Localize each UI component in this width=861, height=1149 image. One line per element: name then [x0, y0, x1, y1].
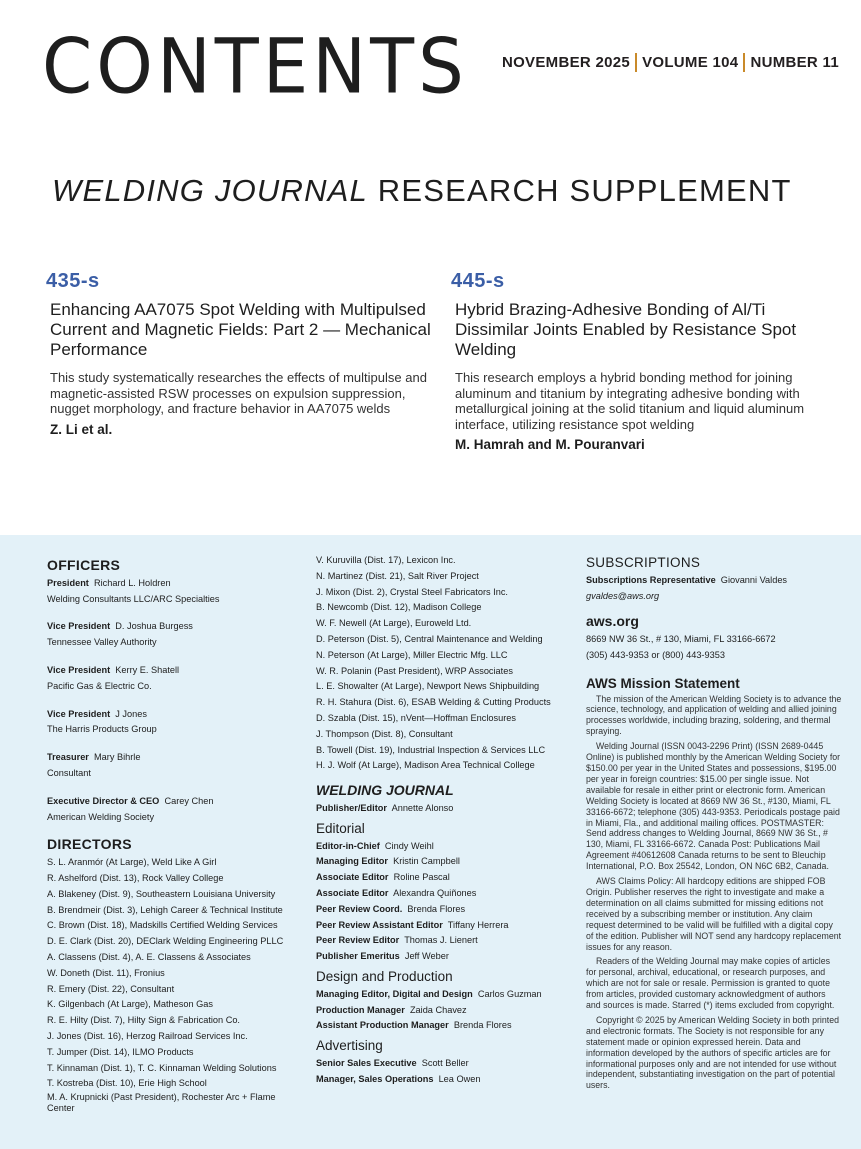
claims-paragraph: AWS Claims Policy: All hardcopy editions are shipped FOB Origin. Publisher reserves the right to investigate and make a determination on all claims submitted for missing editions not received by a subscribing member or institution. Any claim request determined to be valid will be fulfilled with a digital copy of the edition. Publisher will NOT send any hardcopy replacement issues for any reason.	[586, 876, 842, 952]
officer-entry	[47, 707, 302, 739]
article-title[interactable]: Enhancing AA7075 Spot Welding with Multipulsed Current and Magnetic Fields: Part 2 — Mechanical Performance	[50, 300, 431, 359]
officer-role: Vice President	[47, 621, 111, 632]
article-abstract: This research employs a hybrid bonding method for joining aluminum and titanium by integrating adhesive bonding with metallurgical joining at the solid titanium and liquid aluminum interface, utilizing resistance spot welding	[455, 370, 805, 432]
officer-entry	[47, 663, 302, 695]
director-entry: R. H. Stahura (Dist. 6), ESAB Welding & Cutting Products	[316, 697, 551, 708]
officer-name: J Jones	[115, 708, 147, 719]
director-entry: C. Brown (Dist. 18), Madskills Certified Welding Services	[47, 920, 278, 931]
staff-name: Brenda Flores	[453, 1020, 512, 1031]
mission-heading: AWS Mission Statement	[586, 675, 740, 691]
directors-list	[316, 553, 578, 774]
article-page[interactable]: 435-s	[46, 270, 100, 292]
officer-org: Tennessee Valley Authority	[47, 637, 157, 648]
subscriptions-heading: SUBSCRIPTIONS	[586, 555, 701, 570]
issue-month: NOVEMBER 2025	[501, 54, 631, 71]
director-entry: R. Emery (Dist. 22), Consultant	[47, 983, 175, 994]
staff-entry	[316, 886, 578, 902]
article-authors: M. Hamrah and M. Pouranvari	[455, 437, 645, 452]
staff-role: Managing Editor, Digital and Design	[316, 988, 473, 999]
staff-role: Assistant Production Manager	[316, 1020, 449, 1031]
welding-journal-heading: WELDING JOURNAL	[316, 782, 454, 799]
editorial-heading: Editorial	[316, 820, 365, 836]
staff-entry	[316, 987, 578, 1003]
staff-entry	[316, 902, 578, 918]
officer-org: Consultant	[47, 767, 91, 778]
director-entry: T. Jumper (Dist. 14), ILMO Products	[47, 1046, 194, 1057]
article-card[interactable]	[46, 270, 431, 437]
supplement-title-rest: RESEARCH SUPPLEMENT	[367, 173, 792, 208]
officers-column	[47, 558, 302, 1114]
staff-name: Tiffany Herrera	[447, 919, 509, 930]
article-authors: Z. Li et al.	[50, 421, 113, 437]
director-entry: S. L. Aranmór (At Large), Weld Like A Girl	[47, 857, 217, 868]
directors-heading: DIRECTORS	[47, 836, 132, 853]
director-entry: V. Kuruvilla (Dist. 17), Lexicon Inc.	[316, 555, 456, 565]
officer-entry	[47, 794, 302, 826]
staff-role: Peer Review Coord.	[316, 903, 403, 914]
director-entry: N. Peterson (At Large), Miller Electric Mfg. LLC	[316, 649, 508, 660]
officer-entry	[47, 750, 302, 782]
officer-name: Mary Bihrle	[94, 752, 141, 763]
director-entry: L. E. Showalter (At Large), Newport News Shipbuilding	[316, 681, 540, 692]
staff-role: Manager, Sales Operations	[316, 1073, 434, 1084]
subscriptions-column	[586, 555, 842, 1095]
director-entry: D. Peterson (Dist. 5), Central Maintenance and Welding	[316, 633, 543, 644]
director-entry: W. F. Newell (At Large), Euroweld Ltd.	[316, 618, 472, 629]
staff-name: Thomas J. Lienert	[404, 935, 478, 946]
article-page[interactable]: 445-s	[451, 270, 505, 292]
officer-name: Kerry E. Shatell	[115, 664, 180, 675]
aws-address: 8669 NW 36 St., # 130, Miami, FL 33166-6672	[586, 634, 776, 645]
staff-role: Associate Editor	[316, 887, 389, 898]
officer-org: Welding Consultants LLC/ARC Specialties	[47, 593, 220, 604]
officer-role: President	[47, 577, 89, 588]
officer-name: Carey Chen	[164, 795, 214, 806]
staff-role: Publisher/Editor	[316, 802, 387, 813]
director-entry: N. Martinez (Dist. 21), Salt River Project	[316, 570, 479, 581]
director-entry: J. Mixon (Dist. 2), Crystal Steel Fabricators Inc.	[316, 586, 508, 597]
staff-role: Peer Review Assistant Editor	[316, 919, 443, 930]
director-entry: B. Newcomb (Dist. 12), Madison College	[316, 602, 482, 613]
director-entry: B. Towell (Dist. 19), Industrial Inspection & Services LLC	[316, 744, 546, 755]
issue-info	[502, 53, 839, 72]
director-entry: B. Brendmeir (Dist. 3), Lehigh Career & Technical Institute	[47, 904, 283, 915]
aws-phone: (305) 443-9353 or (800) 443-9353	[586, 649, 725, 660]
masthead-panel	[0, 535, 861, 1149]
staff-name: Jeff Weber	[404, 951, 449, 962]
director-entry: M. A. Krupnicki (Past President), Rochester Arc + Flame Center	[47, 1092, 276, 1114]
officers-heading: OFFICERS	[47, 557, 121, 573]
director-entry: D. Szabla (Dist. 15), nVent—Hoffman Enclosures	[316, 712, 517, 723]
director-entry: W. Doneth (Dist. 11), Fronius	[47, 967, 165, 978]
subscription-rep	[586, 573, 842, 589]
officer-entry	[47, 619, 302, 651]
director-entry: T. Kostreba (Dist. 10), Erie High School	[47, 1078, 207, 1089]
staff-role: Publisher Emeritus	[316, 951, 400, 962]
staff-entry	[316, 933, 578, 949]
staff-name: Lea Owen	[438, 1073, 481, 1084]
director-entry: T. Kinnaman (Dist. 1), T. C. Kinnaman Welding Solutions	[47, 1062, 277, 1073]
director-entry: D. E. Clark (Dist. 20), DEClark Welding Engineering PLLC	[47, 936, 284, 947]
officer-org: Pacific Gas & Electric Co.	[47, 680, 152, 691]
officer-role: Vice President	[47, 708, 111, 719]
design-heading: Design and Production	[316, 968, 453, 984]
supplement-title	[52, 173, 792, 209]
publication-paragraph: Welding Journal (ISSN 0043-2296 Print) (ISSN 2689-0445 Online) is published monthly by the American Welding Society for $150.00 per year in the United States and possessions, $195.00 per year in foreign countries: $15.00 per single issue. Not available for resale in either print or electronic form. American Welding Society is located at 8669 NW 36 St., #130, Miami, FL 33166-6672; telephone (305) 443-9353. Periodicals postage paid in Miami, Fla., and additional mailing offices. POSTMASTER: Send address changes to Welding Journal, 8669 NW 36 St., # 130, Miami, FL 33166-6672. Canada Post: Publications Mail Agreement #40612608 Canada returns to be sent to Bleuchip International, P.O. Box 25542, London, ON N6C 6B2, Canada.	[586, 741, 841, 872]
staff-name: Brenda Flores	[407, 903, 466, 914]
staff-role: Production Manager	[316, 1004, 405, 1015]
rep-role: Subscriptions Representative	[586, 574, 716, 585]
staff-name: Carlos Guzman	[477, 988, 542, 999]
article-title[interactable]: Hybrid Brazing-Adhesive Bonding of Al/Ti Dissimilar Joints Enabled by Resistance Spot Welding	[455, 300, 797, 359]
officer-org: American Welding Society	[47, 811, 155, 822]
staff-entry	[316, 1018, 578, 1034]
staff-role: Senior Sales Executive	[316, 1057, 417, 1068]
aws-website-link[interactable]: aws.org	[586, 613, 639, 630]
officer-org: The Harris Products Group	[47, 724, 157, 735]
issue-volume: VOLUME 104	[642, 54, 739, 71]
staff-name: Annette Alonso	[391, 802, 454, 813]
director-entry: K. Gilgenbach (At Large), Matheson Gas	[47, 999, 213, 1010]
advertising-staff	[316, 1056, 578, 1088]
page-title: CONTENTS	[42, 21, 468, 111]
rep-name: Giovanni Valdes	[720, 574, 788, 585]
officer-role: Vice President	[47, 664, 111, 675]
director-entry: W. R. Polanin (Past President), WRP Associates	[316, 665, 513, 676]
staff-entry	[316, 839, 578, 855]
director-entry: A. Blakeney (Dist. 9), Southeastern Louisiana University	[47, 888, 276, 899]
advertising-heading: Advertising	[316, 1038, 383, 1054]
staff-name: Kristin Campbell	[393, 856, 460, 867]
staff-entry	[316, 1072, 578, 1088]
staff-role: Peer Review Editor	[316, 935, 400, 946]
staff-entry	[316, 870, 578, 886]
director-entry: J. Jones (Dist. 16), Herzog Railroad Services Inc.	[47, 1030, 248, 1041]
article-abstract: This study systematically researches the effects of multipulse and magnetic-assisted RSW processes on expulsion suppression, nugget morphology, and fracture behavior in AA7075 welds	[50, 370, 427, 416]
director-entry: A. Classens (Dist. 4), A. E. Classens & Associates	[47, 951, 251, 962]
staff-role: Editor-in-Chief	[316, 840, 380, 851]
issue-number: NUMBER 11	[750, 54, 839, 71]
director-entry: R. E. Hilty (Dist. 7), Hilty Sign & Fabrication Co.	[47, 1015, 240, 1026]
divider	[743, 53, 745, 72]
mission-paragraph: The mission of the American Welding Society is to advance the science, technology, and application of welding and allied joining processes worldwide, including brazing, soldering, and thermal spraying.	[586, 693, 842, 737]
staff-entry	[316, 1056, 578, 1072]
staff-name: Cindy Weihl	[384, 840, 434, 851]
copy-permission-paragraph: Readers of the Welding Journal may make copies of articles for personal, archival, educational, or research purposes, and which are not for sale or resale. Permission is granted to quote from articles, provided customary acknowledgment of authors and sources is made. Starred (*) items excluded from copyright.	[586, 956, 835, 1011]
copyright-paragraph: Copyright © 2025 by American Welding Society in both printed and electronic formats. The Society is not responsible for any statement made or opinion expressed herein. Data and information developed by the authors of specific articles are for informational purposes only and are not intended for use without independent, substantiating investigation on the part of potential users.	[586, 1014, 839, 1091]
design-staff	[316, 987, 578, 1034]
staff-entry	[316, 801, 578, 817]
contents-header-area	[0, 0, 861, 535]
editorial-staff	[316, 839, 578, 965]
rep-email-link[interactable]: gvaldes@aws.org	[586, 590, 660, 601]
supplement-title-italic: WELDING JOURNAL	[52, 173, 368, 208]
staff-name: Zaida Chavez	[409, 1004, 467, 1015]
staff-name: Scott Beller	[421, 1057, 469, 1068]
director-entry: H. J. Wolf (At Large), Madison Area Technical College	[316, 760, 535, 771]
article-card[interactable]	[451, 270, 843, 452]
staff-entry	[316, 949, 578, 965]
officer-entry	[47, 576, 302, 608]
staff-entry	[316, 918, 578, 934]
staff-role: Associate Editor	[316, 872, 389, 883]
directors-list	[47, 855, 302, 1114]
staff-name: Alexandra Quiñones	[393, 887, 477, 898]
staff-entry	[316, 854, 578, 870]
staff-role: Managing Editor	[316, 856, 388, 867]
officer-name: D. Joshua Burgess	[115, 621, 193, 632]
directors-journal-column	[316, 553, 578, 1088]
director-entry: R. Ashelford (Dist. 13), Rock Valley College	[47, 872, 224, 883]
director-entry: J. Thompson (Dist. 8), Consultant	[316, 728, 453, 739]
staff-entry	[316, 1003, 578, 1019]
officer-name: Richard L. Holdren	[93, 577, 171, 588]
officer-role: Treasurer	[47, 752, 89, 763]
divider	[635, 53, 637, 72]
staff-name: Roline Pascal	[393, 872, 450, 883]
officer-role: Executive Director & CEO	[47, 795, 160, 806]
